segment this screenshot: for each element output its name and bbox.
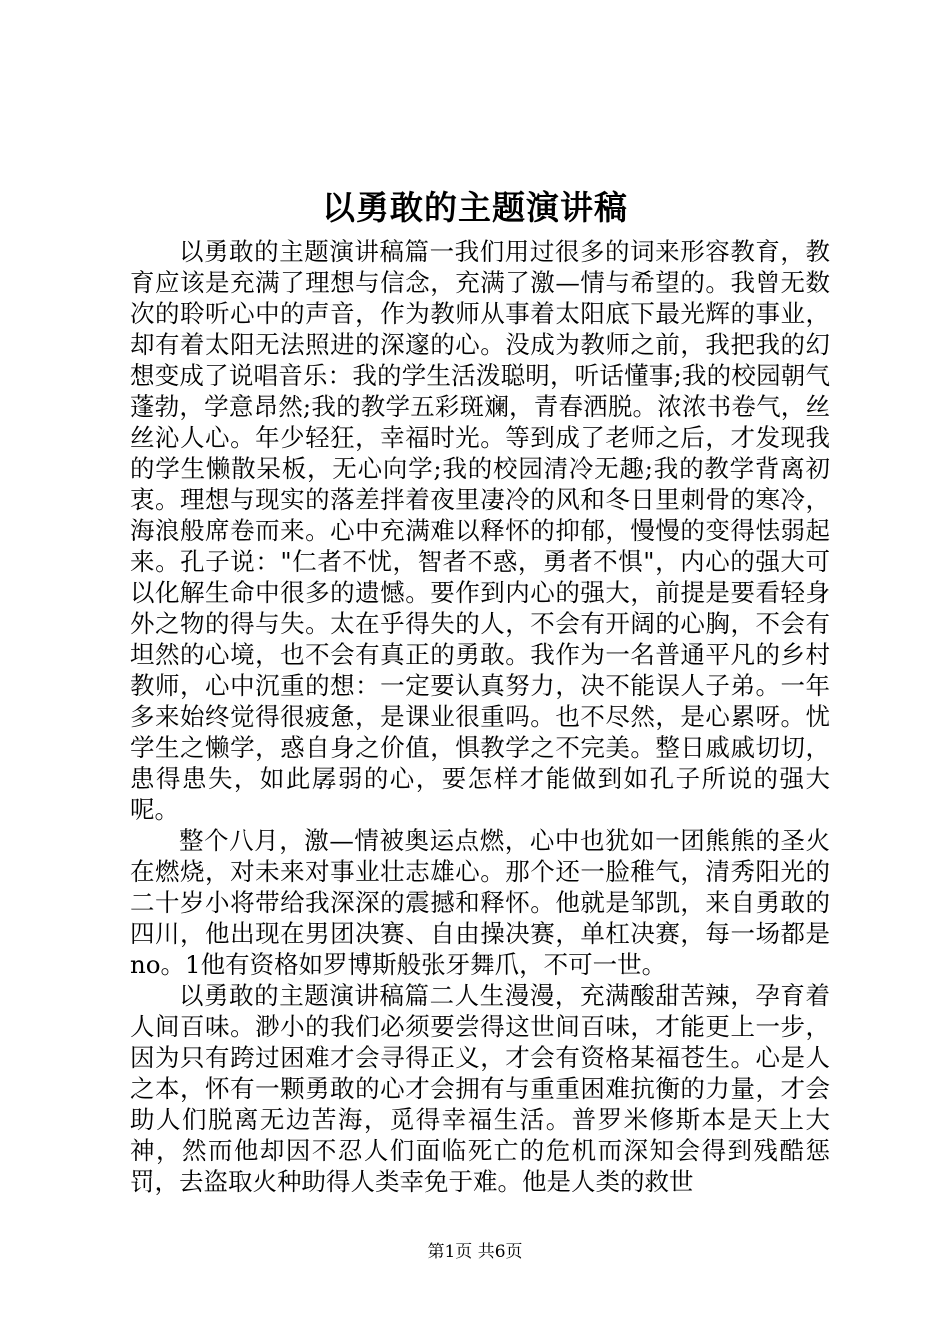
document-body xyxy=(130,236,830,1197)
page-number-footer: 第1页 共6页 xyxy=(427,1242,523,1262)
paragraph-2: 整个八月，激—情被奥运点燃，心中也犹如一团熊熊的圣火在燃烧，对未来对事业壮志雄心。那个还一脸稚气，清秀阳光的二十岁小将带给我深深的震撼和释怀。他就是邹凯，来自勇敢的四川，他出现在男团决赛、自由操决赛，单杠决赛，每一场都是no。1他有资格如罗博斯般张牙舞爪，不可一世。 xyxy=(130,826,830,979)
paragraph-3: 以勇敢的主题演讲稿篇二人生漫漫，充满酸甜苦辣，孕育着人间百味。渺小的我们必须要尝得这世间百味，才能更上一步，因为只有跨过困难才会寻得正义，才会有资格某福苍生。心是人之本，怀有一颗勇敢的心才会拥有与重重困难抗衡的力量，才会助人们脱离无边苦海，觅得幸福生活。普罗米修斯本是天上大神，然而他却因不忍人们面临死亡的危机而深知会得到残酷惩罚，去盗取火种助得人类幸免于难。他是人类的救世 xyxy=(130,981,830,1196)
paragraph-1: 以勇敢的主题演讲稿篇一我们用过很多的词来形容教育，教育应该是充满了理想与信念，充满了激—情与希望的。我曾无数次的聆听心中的声音，作为教师从事着太阳底下最光辉的事业，却有着太阳无法照进的深邃的心。没成为教师之前，我把我的幻想变成了说唱音乐：我的学生活泼聪明，听话懂事;我的校园朝气蓬勃，学意昂然;我的教学五彩斑斓，青春洒脱。浓浓书卷气，丝丝沁人心。年少轻狂，幸福时光。等到成了老师之后，才发现我的学生懒散呆板，无心向学;我的校园清冷无趣;我的教学背离初衷。理想与现实的落差拌着夜里凄冷的风和冬日里刺骨的寒冷，海浪般席卷而来。心中充满难以释怀的抑郁，慢慢的变得怯弱起来。孔子说："仁者不忧，智者不惑，勇者不惧"，内心的强大可以化解生命中很多的遗憾。要作到内心的强大，前提是要看轻身外之物的得与失。太在乎得失的人，不会有开阔的心胸，不会有坦然的心境，也不会有真正的勇敢。我作为一名普通平凡的乡村教师，心中沉重的想：一定要认真努力，决不能误人子弟。一年多来始终觉得很疲惫，是课业很重吗。也不尽然，是心累呀。忧学生之懒学，惑自身之价值，惧教学之不完美。整日戚戚切切，患得患失，如此孱弱的心，要怎样才能做到如孔子所说的强大呢。 xyxy=(130,237,830,824)
page-title: 以勇敢的主题演讲稿 xyxy=(322,188,628,227)
